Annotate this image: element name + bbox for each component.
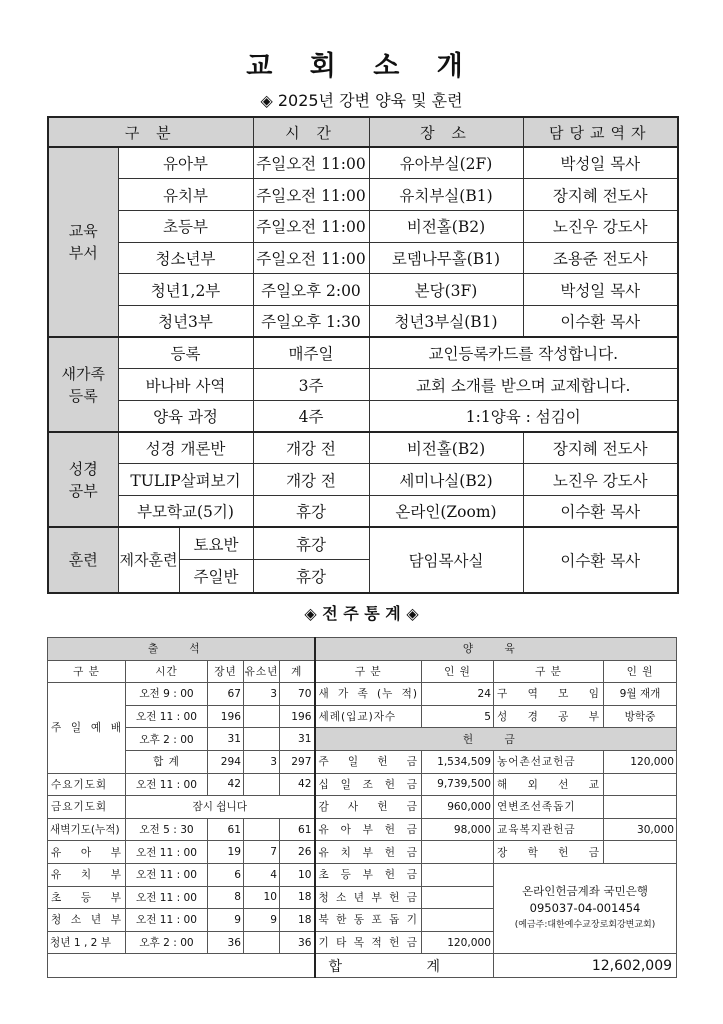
cell-leader: 박성일 목사 [523, 147, 678, 179]
att-time: 오전 11 : 00 [126, 909, 208, 932]
col-header-category: 구 분 [48, 117, 253, 147]
cell-time: 개강 전 [253, 464, 369, 496]
offering-header: 헌 금 [315, 728, 677, 751]
cell-dept: 청년3부 [118, 305, 253, 337]
att-youth [244, 818, 280, 841]
cell-period: 4주 [253, 401, 369, 433]
att-service: 초 등 부 [48, 886, 126, 909]
offering-label: 주 일 헌 금 [315, 750, 422, 773]
training-sub-label: 제자 훈련 [119, 528, 180, 591]
att-adult: 8 [208, 886, 244, 909]
att-adult: 67 [208, 683, 244, 706]
att-time: 오전 11 : 00 [126, 705, 208, 728]
att-service: 청 소 년 부 [48, 909, 126, 932]
offering-amount [604, 841, 677, 864]
schedule-row [48, 210, 678, 242]
cell-time: 주일오전 11:00 [253, 147, 369, 179]
cell-dept: 청년1,2부 [118, 274, 253, 306]
col-header-leader: 담당교역자 [523, 117, 678, 147]
growth-col-header: 구 분 [494, 660, 604, 683]
att-total: 42 [280, 773, 315, 796]
offering-label: 기 타 목 적 헌 금 [315, 931, 422, 954]
cell-course: 성경 개론반 [118, 432, 253, 464]
cell-description: 교인등록카드를 작성합니다. [369, 337, 678, 369]
growth-label: 구 역 모 임 [494, 683, 604, 706]
offering-label: 십 일 조 헌 금 [315, 773, 422, 796]
stats-row [48, 863, 677, 886]
att-time: 합 계 [126, 750, 208, 773]
cell-time: 주일오전 11:00 [253, 242, 369, 274]
schedule-row [48, 464, 678, 496]
cell-dept: 청소년부 [118, 242, 253, 274]
stats-total-row [48, 954, 677, 978]
cell-place: 청년3부실(B1) [369, 305, 523, 337]
att-total: 26 [280, 841, 315, 864]
offering-amount [604, 796, 677, 819]
stats-row [48, 818, 677, 841]
schedule-row [48, 337, 678, 369]
att-service: 금요기도회 [48, 796, 126, 819]
stats-row [48, 683, 677, 706]
att-time: 오전 5 : 30 [126, 818, 208, 841]
cell-place: 비전홀(B2) [369, 210, 523, 242]
stats-row [48, 773, 677, 796]
att-youth [244, 705, 280, 728]
att-time: 오후 2 : 00 [126, 931, 208, 954]
cell-leader: 이수환 목사 [523, 496, 678, 528]
cell-time: 주일오후 2:00 [253, 274, 369, 306]
offering-label: 청 소 년 부 헌 금 [315, 886, 422, 909]
offering-label: 감 사 헌 금 [315, 796, 422, 819]
cell-leader: 장지혜 전도사 [523, 432, 678, 464]
schedule-row [48, 432, 678, 464]
growth-label: 성 경 공 부 [494, 705, 604, 728]
col-header-time: 시 간 [253, 117, 369, 147]
att-total: 297 [280, 750, 315, 773]
att-time: 오후 2 : 00 [126, 728, 208, 751]
att-total: 61 [280, 818, 315, 841]
total-empty [48, 954, 315, 978]
section-title-training: ◈ 2025년 강변 양육 및 훈련 [260, 91, 463, 110]
growth-count: 24 [422, 683, 494, 706]
att-note: 잠시 쉽니다 [126, 796, 315, 819]
schedule-header-row [48, 117, 678, 147]
att-total: 196 [280, 705, 315, 728]
offering-label: 해 외 선 교 [494, 773, 604, 796]
offering-amount: 9,739,500 [422, 773, 494, 796]
att-time: 오전 11 : 00 [126, 886, 208, 909]
cell-place: 본당(3F) [369, 274, 523, 306]
att-youth: 3 [244, 683, 280, 706]
bank-account-holder: (예금주:대한예수교장로회강변교회) [514, 920, 656, 931]
att-time: 오전 11 : 00 [126, 863, 208, 886]
att-adult: 42 [208, 773, 244, 796]
cell-leader: 이수환 목사 [523, 305, 678, 337]
growth-label: 새 가 족 (누 적) [315, 683, 422, 706]
bank-account-info [494, 863, 677, 953]
att-youth [244, 728, 280, 751]
cell-period: 3주 [253, 369, 369, 401]
cell-program: 바나바 사역 [118, 369, 253, 401]
cell-place: 유아부실(2F) [369, 147, 523, 179]
sunday-service-label: 주 일 예 배 [48, 683, 126, 773]
cell-place: 유치부실(B1) [369, 179, 523, 211]
att-total: 18 [280, 886, 315, 909]
page-title: 교 회 소 개 [246, 51, 477, 82]
att-total: 10 [280, 863, 315, 886]
offering-amount [604, 773, 677, 796]
att-youth: 3 [244, 750, 280, 773]
att-adult: 31 [208, 728, 244, 751]
att-total: 18 [280, 909, 315, 932]
att-col-header: 계 [280, 660, 315, 683]
growth-label: 세례(입교)자수 [315, 705, 422, 728]
att-col-header: 장년 [208, 660, 244, 683]
growth-col-header: 인 원 [422, 660, 494, 683]
group-label-newfamily: 새가족 등록 [48, 337, 118, 432]
stats-column-header-row [48, 660, 677, 683]
att-adult: 36 [208, 931, 244, 954]
cell-period: 매주일 [253, 337, 369, 369]
growth-col-header: 구 분 [315, 660, 422, 683]
att-youth: 9 [244, 909, 280, 932]
offering-label: 유 치 부 헌 금 [315, 841, 422, 864]
att-adult: 196 [208, 705, 244, 728]
att-time: 오전 9 : 00 [126, 683, 208, 706]
cell-program: 양육 과정 [118, 401, 253, 433]
bank-account-number: 095037-04-001454 [529, 901, 641, 916]
cell-program: 등록 [118, 337, 253, 369]
total-label: 합 계 [315, 954, 494, 978]
schedule-row [48, 369, 678, 401]
offering-amount: 120,000 [604, 750, 677, 773]
group-label-training: 훈련 [48, 527, 118, 592]
cell-place: 온라인(Zoom) [369, 496, 523, 528]
stats-row [48, 750, 677, 773]
cell-training-row [118, 527, 253, 592]
cell-place: 로뎀나무홀(B1) [369, 242, 523, 274]
schedule-row [48, 496, 678, 528]
cell-leader: 박성일 목사 [523, 274, 678, 306]
growth-count: 9월 재개 [604, 683, 677, 706]
cell-time: 주일오전 11:00 [253, 210, 369, 242]
stats-table [47, 637, 677, 978]
cell-leader: 이수환 목사 [523, 527, 678, 592]
att-youth: 4 [244, 863, 280, 886]
offering-label: 농어촌선교헌금 [494, 750, 604, 773]
growth-count: 방학중 [604, 705, 677, 728]
schedule-table [47, 116, 679, 594]
section-title-stats: ◈ 전 주 통 계 ◈ [304, 604, 419, 623]
offering-amount: 98,000 [422, 818, 494, 841]
cell-place: 담임목사실 [369, 527, 523, 592]
offering-amount: 1,534,509 [422, 750, 494, 773]
att-adult: 294 [208, 750, 244, 773]
offering-label: 연변조선족돕기 [494, 796, 604, 819]
cell-leader: 노진우 강도사 [523, 210, 678, 242]
schedule-row [48, 305, 678, 337]
cell-course: 부모학교(5기) [118, 496, 253, 528]
cell-dept: 유아부 [118, 147, 253, 179]
att-time: 오전 11 : 00 [126, 841, 208, 864]
total-value: 12,602,009 [494, 954, 677, 978]
cell-leader: 장지혜 전도사 [523, 179, 678, 211]
schedule-row [48, 274, 678, 306]
stats-row [48, 796, 677, 819]
cell-time: 휴강 [253, 560, 369, 593]
group-label-edu: 교육 부서 [48, 147, 118, 337]
cell-leader: 조용준 전도사 [523, 242, 678, 274]
col-header-place: 장 소 [369, 117, 523, 147]
training-class: 주일반 [193, 568, 239, 587]
schedule-row [48, 242, 678, 274]
offering-label: 장 학 헌 금 [494, 841, 604, 864]
offering-label: 교육복지관헌금 [494, 818, 604, 841]
offering-amount [422, 841, 494, 864]
cell-dept: 초등부 [118, 210, 253, 242]
att-youth: 10 [244, 886, 280, 909]
offering-amount [422, 909, 494, 932]
att-youth: 7 [244, 841, 280, 864]
offering-amount [422, 863, 494, 886]
cell-description: 1:1양육 : 섬김이 [369, 401, 678, 433]
att-service: 청년 1 , 2 부 [48, 931, 126, 954]
schedule-row [48, 527, 678, 560]
att-service: 유 아 부 [48, 841, 126, 864]
schedule-row [48, 147, 678, 179]
stats-group-header-row [48, 638, 677, 661]
att-total: 31 [280, 728, 315, 751]
att-time: 오전 11 : 00 [126, 773, 208, 796]
bank-name: 온라인헌금계좌 국민은행 [522, 884, 648, 899]
training-class: 토요반 [180, 528, 253, 560]
offering-label: 초 등 부 헌 금 [315, 863, 422, 886]
att-total: 70 [280, 683, 315, 706]
cell-time: 주일오전 11:00 [253, 179, 369, 211]
growth-count: 5 [422, 705, 494, 728]
attendance-header: 출 석 [48, 638, 315, 661]
schedule-row [48, 401, 678, 433]
att-adult: 6 [208, 863, 244, 886]
att-col-header: 유소년 [244, 660, 280, 683]
stats-row [48, 841, 677, 864]
att-col-header: 구 분 [48, 660, 126, 683]
cell-place: 세미나실(B2) [369, 464, 523, 496]
growth-header: 양 육 [315, 638, 677, 661]
offering-amount: 30,000 [604, 818, 677, 841]
att-service: 유 치 부 [48, 863, 126, 886]
stats-row [48, 705, 677, 728]
offering-label: 북 한 동 포 돕 기 [315, 909, 422, 932]
offering-amount [422, 886, 494, 909]
offering-label: 유 아 부 헌 금 [315, 818, 422, 841]
cell-time: 휴강 [253, 496, 369, 528]
group-label-bible: 성경 공부 [48, 432, 118, 527]
growth-col-header: 인 원 [604, 660, 677, 683]
cell-place: 비전홀(B2) [369, 432, 523, 464]
att-total: 36 [280, 931, 315, 954]
cell-leader: 노진우 강도사 [523, 464, 678, 496]
att-youth [244, 773, 280, 796]
att-youth [244, 931, 280, 954]
att-service: 새벽기도(누적) [48, 818, 126, 841]
cell-dept: 유치부 [118, 179, 253, 211]
schedule-row [48, 179, 678, 211]
att-adult: 9 [208, 909, 244, 932]
stats-row [48, 728, 677, 751]
cell-time: 개강 전 [253, 432, 369, 464]
att-adult: 61 [208, 818, 244, 841]
att-adult: 19 [208, 841, 244, 864]
att-service: 수요기도회 [48, 773, 126, 796]
cell-description: 교회 소개를 받으며 교제합니다. [369, 369, 678, 401]
att-col-header: 시간 [126, 660, 208, 683]
cell-course: TULIP살펴보기 [118, 464, 253, 496]
cell-time: 휴강 [253, 527, 369, 560]
offering-amount: 120,000 [422, 931, 494, 954]
offering-amount: 960,000 [422, 796, 494, 819]
cell-time: 주일오후 1:30 [253, 305, 369, 337]
